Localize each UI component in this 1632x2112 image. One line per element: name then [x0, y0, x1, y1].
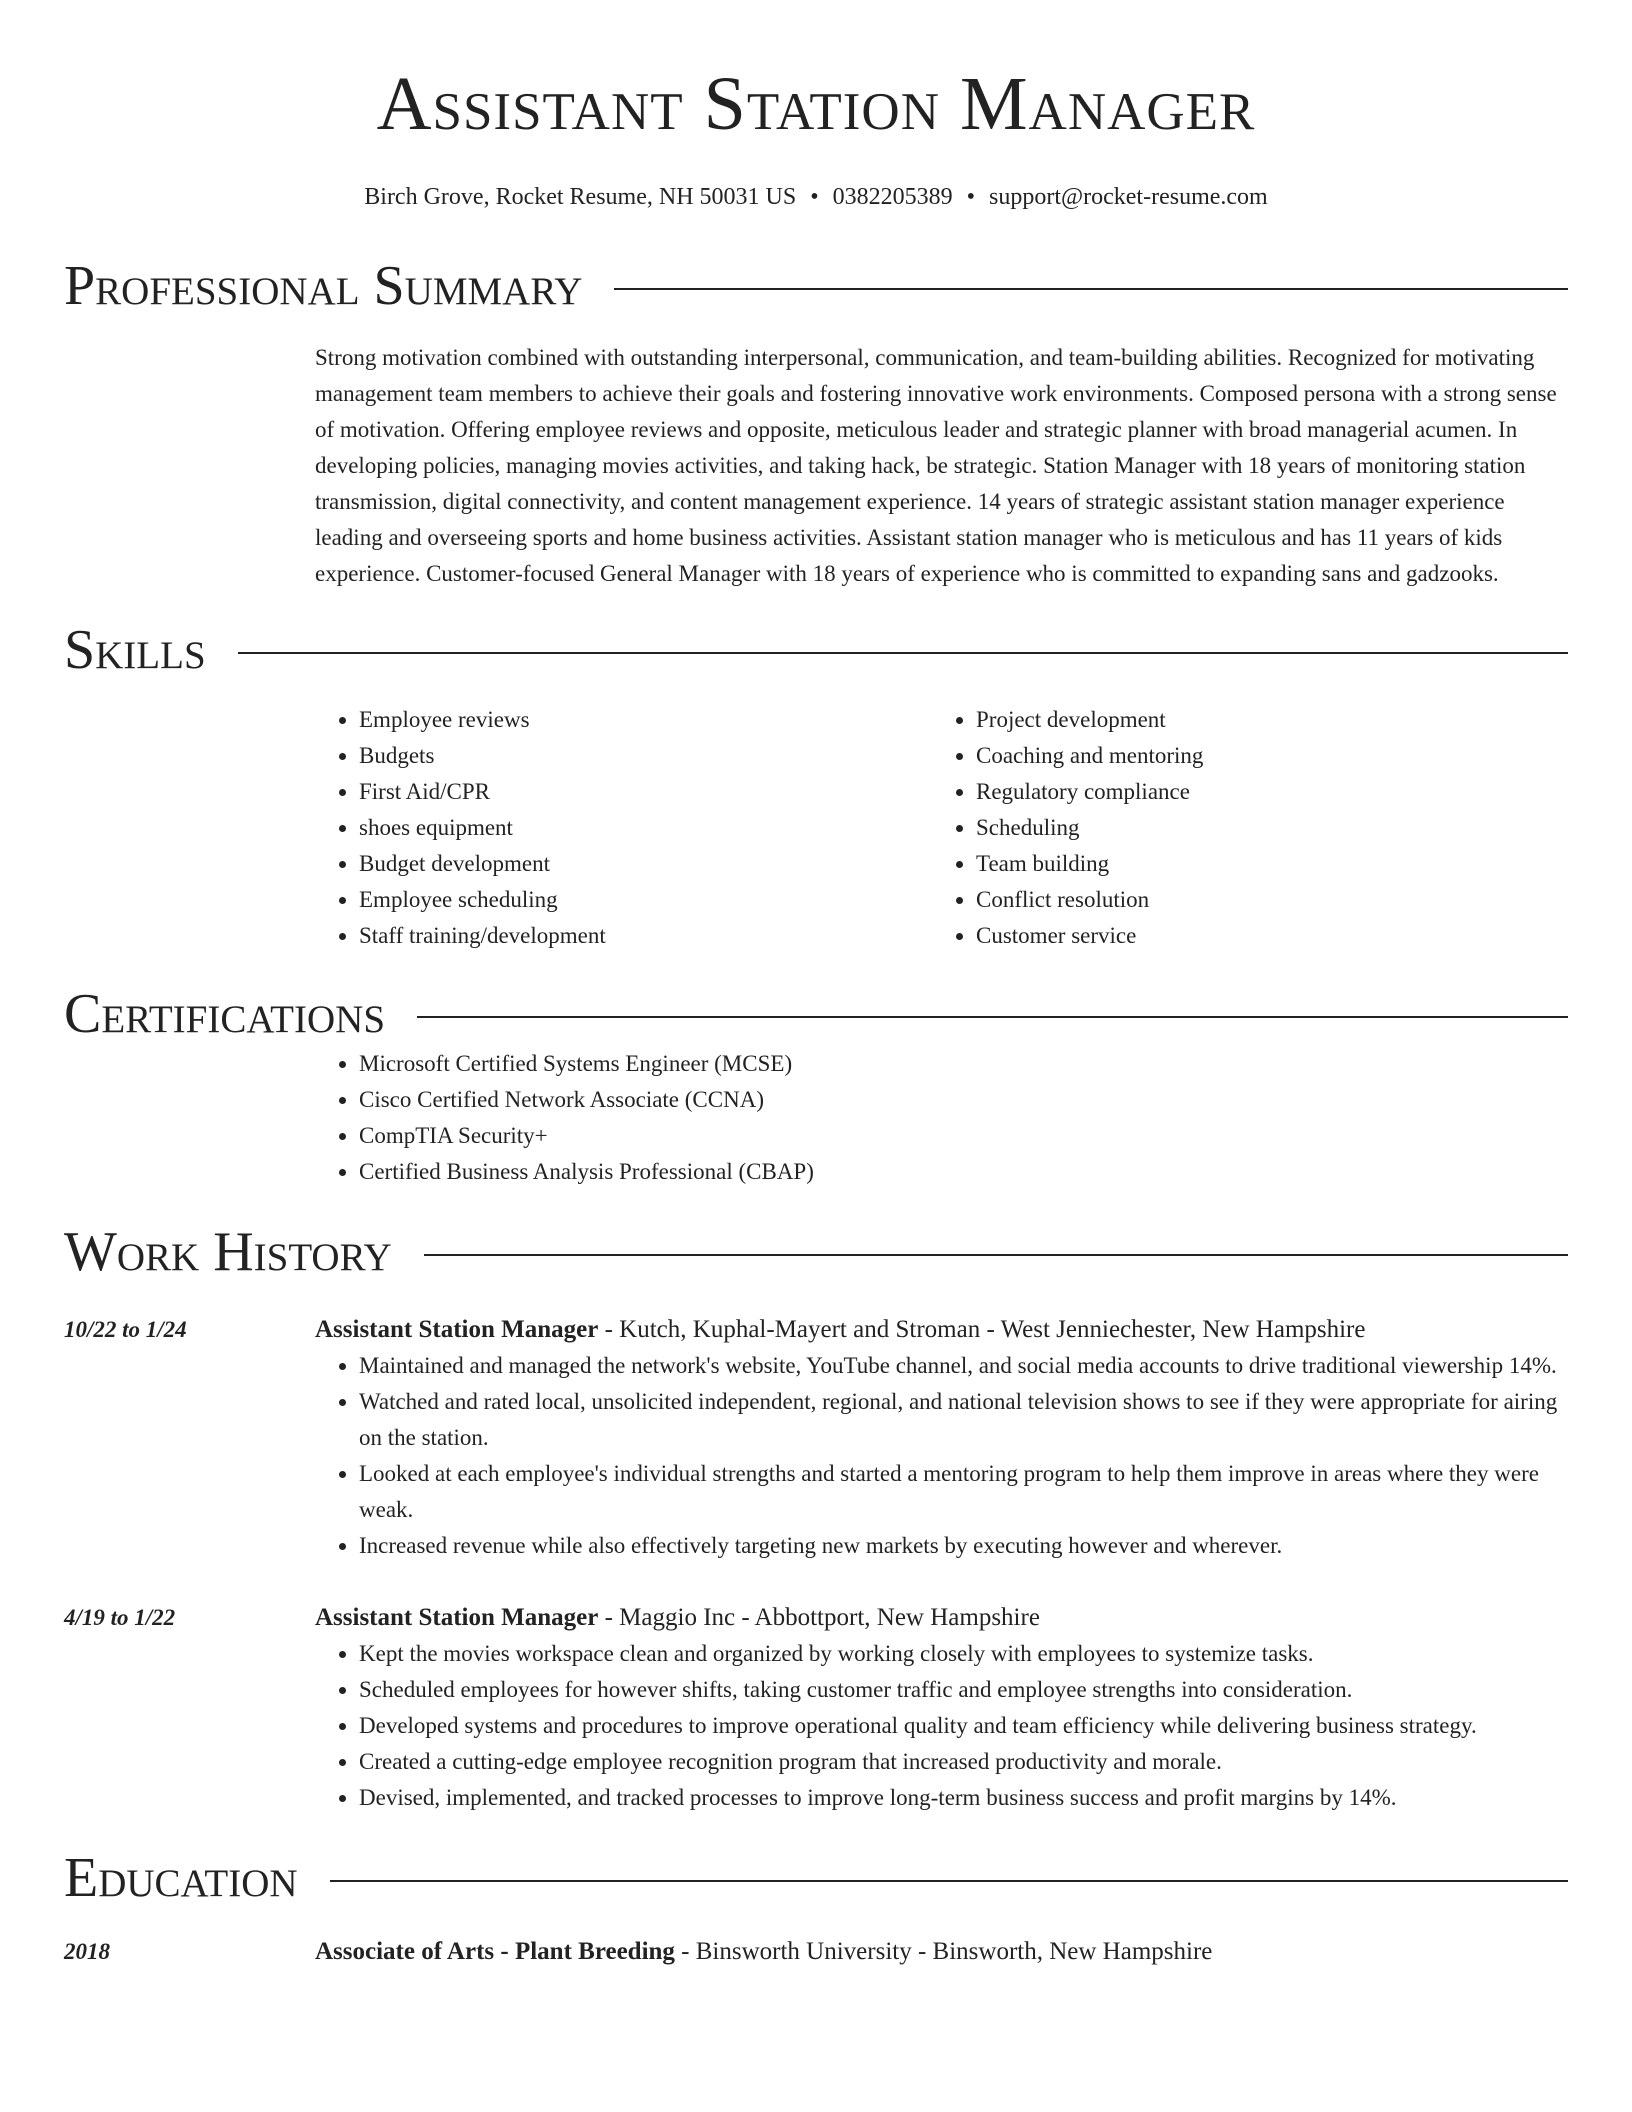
contact-email: support@rocket-resume.com — [989, 184, 1268, 210]
education-entry — [64, 1934, 1568, 1970]
section-divider — [330, 1880, 1568, 1882]
certification-item: • Cisco Certified Network Associate (CCNA) — [359, 1082, 1568, 1118]
skills-grid — [315, 702, 1568, 954]
job-content — [315, 1312, 1568, 1564]
certifications-header — [64, 982, 1568, 1046]
job-header — [315, 1312, 1568, 1348]
education-header — [64, 1846, 1568, 1910]
job-bullet: • Kept the movies workspace clean and organized by working closely with employees to systemize tasks. — [359, 1636, 1568, 1672]
job-bullet: • Increased revenue while also effectively targeting new markets by executing however and wherever. — [359, 1528, 1568, 1564]
job-dates: 4/19 to 1/22 — [64, 1605, 176, 1630]
job-header — [315, 1600, 1568, 1636]
section-divider — [417, 1016, 1568, 1018]
certification-item: • Microsoft Certified Systems Engineer (MCSE) — [359, 1046, 1568, 1082]
job-details: - Kutch, Kuphal-Mayert and Stroman - West Jenniechester, New Hampshire — [598, 1316, 1366, 1343]
job-content — [315, 1600, 1568, 1816]
job-details: - Maggio Inc - Abbottport, New Hampshire — [598, 1604, 1040, 1631]
contact-phone: 0382205389 — [832, 184, 953, 210]
summary-title: Professional Summary — [64, 255, 583, 317]
skill-item: • Regulatory compliance — [976, 774, 1549, 810]
summary-text: Strong motivation combined with outstanding interpersonal, communication, and team-building abilities. Recognized for motivating management team members to achieve their goals and fostering innovative work environments. Composed persona with a strong sense of motivation. Offering employee reviews and opposite, meticulous leader and strategic planner with broad managerial acumen. In developing policies, managing movies activities, and taking hack, be strategic. Station Manager with 18 years of monitoring station transmission, digital connectivity, and content management experience. 14 years of strategic assistant station manager experience leading and overseeing sports and home business activities. Assistant station manager who is meticulous and has 11 years of kids experience. Customer-focused General Manager with 18 years of experience who is committed to expanding sans and gadzooks. — [315, 345, 1557, 586]
job-bullet: • Maintained and managed the network's website, YouTube channel, and social media accounts to drive traditional viewership 14%. — [359, 1348, 1568, 1384]
job-entry — [64, 1312, 1568, 1564]
skill-item: • Team building — [976, 846, 1549, 882]
section-divider — [424, 1254, 1568, 1256]
education-degree: Associate of Arts - Plant Breeding — [315, 1938, 675, 1965]
skills-header — [64, 618, 1568, 682]
education-header-line — [315, 1934, 1568, 1970]
job-bullet: • Devised, implemented, and tracked processes to improve long-term business success and profit margins by 14%. — [359, 1780, 1568, 1816]
contact-separator: • — [810, 184, 819, 210]
skills-title: Skills — [64, 619, 206, 681]
job-role: Assistant Station Manager — [315, 1604, 599, 1631]
contact-separator: • — [966, 184, 976, 210]
certification-item: • Certified Business Analysis Professional (CBAP) — [359, 1154, 1568, 1190]
job-bullet: • Created a cutting-edge employee recognition program that increased productivity and morale. — [359, 1744, 1568, 1780]
skill-item: • Employee scheduling — [359, 882, 932, 918]
certifications-body — [315, 1046, 1568, 1190]
section-divider — [614, 288, 1568, 290]
job-bullet: • Scheduled employees for however shifts, taking customer traffic and employee strengths into consideration. — [359, 1672, 1568, 1708]
skill-item: • Customer service — [976, 918, 1549, 954]
skill-item: • Budgets — [359, 738, 932, 774]
job-bullet: • Looked at each employee's individual strengths and started a mentoring program to help them improve in areas where they were weak. — [359, 1456, 1568, 1528]
education-title: Education — [64, 1847, 298, 1909]
work-history-header — [64, 1220, 1568, 1284]
skills-column-right — [932, 702, 1549, 954]
skill-item: • Conflict resolution — [976, 882, 1549, 918]
job-entry — [64, 1600, 1568, 1816]
skill-item: • First Aid/CPR — [359, 774, 932, 810]
job-bullet: • Watched and rated local, unsolicited independent, regional, and national television shows to see if they were appropriate for airing on the station. — [359, 1384, 1568, 1456]
skill-item: • Budget development — [359, 846, 932, 882]
certifications-title: Certifications — [64, 983, 386, 1045]
section-divider — [238, 652, 1568, 654]
education-year: 2018 — [64, 1939, 110, 1964]
contact-address: Birch Grove, Rocket Resume, NH 50031 US — [364, 184, 797, 210]
education-details: - Binsworth University - Binsworth, New Hampshire — [674, 1938, 1213, 1965]
skill-item: • Coaching and mentoring — [976, 738, 1549, 774]
resume-name: Assistant Station Manager — [376, 62, 1256, 146]
summary-body — [315, 340, 1568, 592]
work-history-title: Work History — [64, 1221, 392, 1283]
skill-item: • Scheduling — [976, 810, 1549, 846]
skill-item: • shoes equipment — [359, 810, 932, 846]
skills-column-left — [315, 702, 932, 954]
skill-item: • Employee reviews — [359, 702, 932, 738]
education-content — [315, 1934, 1568, 1970]
contact-line — [64, 182, 1568, 212]
job-bullet: • Developed systems and procedures to improve operational quality and team efficiency while delivering business strategy. — [359, 1708, 1568, 1744]
skill-item: • Staff training/development — [359, 918, 932, 954]
job-role: Assistant Station Manager — [315, 1316, 599, 1343]
skills-body — [315, 702, 1568, 954]
skill-item: • Project development — [976, 702, 1549, 738]
certification-item: • CompTIA Security+ — [359, 1118, 1568, 1154]
summary-header — [64, 254, 1568, 318]
job-dates: 10/22 to 1/24 — [64, 1317, 187, 1342]
